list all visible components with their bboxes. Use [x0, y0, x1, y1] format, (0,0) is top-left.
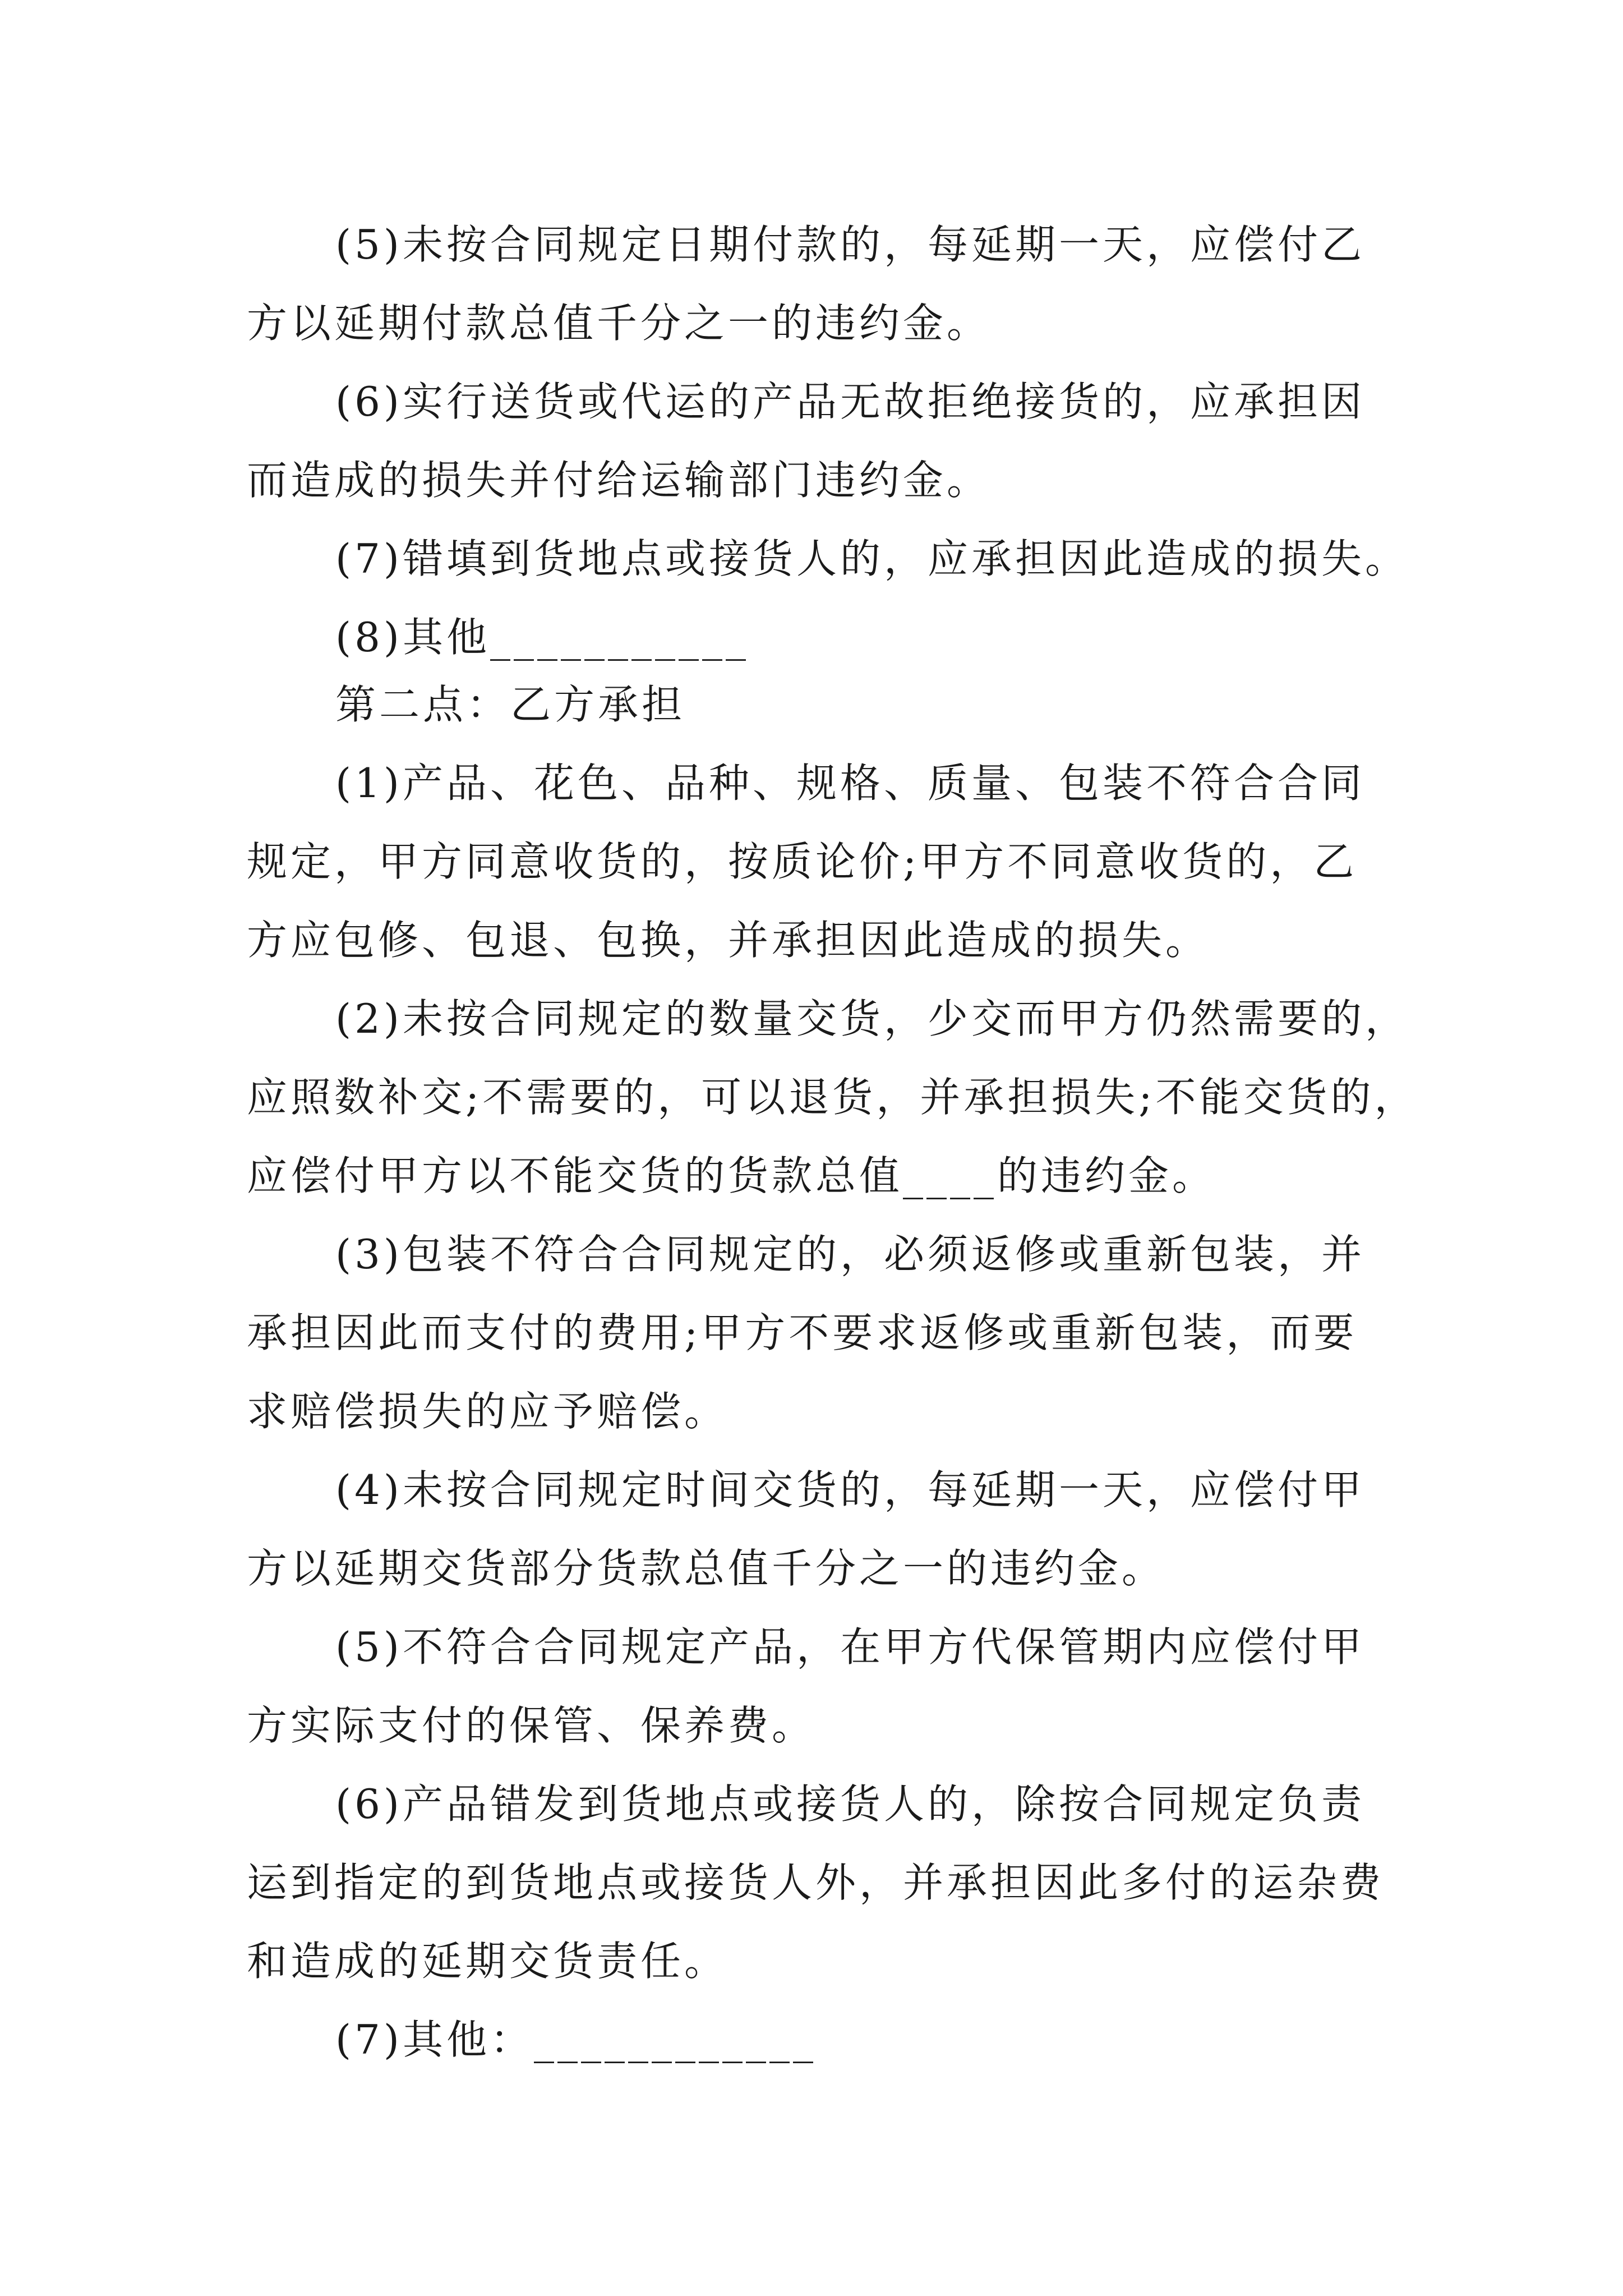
text-line: 运到指定的到货地点或接货人外，并承担因此多付的运杂费 — [247, 1859, 1385, 1906]
text-line: 方应包修、包退、包换，并承担因此造成的损失。 — [247, 917, 1210, 964]
text-line: (2)未按合同规定的数量交货，少交而甲方仍然需要的， — [335, 995, 1409, 1042]
text-line: 方以延期付款总值千分之一的违约金。 — [247, 300, 991, 347]
text-line: 方以延期交货部分货款总值千分之一的违约金。 — [247, 1545, 1166, 1592]
text-line: 和造成的延期交货责任。 — [247, 1938, 728, 1985]
text-line: (7)错填到货地点或接货人的，应承担因此造成的损失。 — [335, 535, 1409, 582]
text-line: 求赔偿损失的应予赔偿。 — [247, 1388, 728, 1435]
text-line: 规定，甲方同意收货的，按质论价;甲方不同意收货的，乙 — [247, 838, 1358, 885]
text-line: (4)未按合同规定时间交货的，每延期一天，应偿付甲 — [335, 1466, 1365, 1513]
text-line: (1)产品、花色、品种、规格、质量、包装不符合合同 — [335, 760, 1365, 807]
text-line: (6)产品错发到货地点或接货人的，除按合同规定负责 — [335, 1780, 1365, 1828]
text-line: (5)不符合合同规定产品，在甲方代保管期内应偿付甲 — [335, 1623, 1365, 1671]
text-line: 承担因此而支付的费用;甲方不要求返修或重新包装，而要 — [247, 1309, 1358, 1356]
text-line: (8)其他___________ — [335, 614, 749, 661]
text-line: (5)未按合同规定日期付款的，每延期一天，应偿付乙 — [335, 221, 1365, 268]
text-line: 方实际支付的保管、保养费。 — [247, 1702, 816, 1749]
text-line: 应偿付甲方以不能交货的货款总值____的违约金。 — [247, 1152, 1216, 1199]
text-line: (7)其他：____________ — [335, 2016, 817, 2063]
text-line: (3)包装不符合合同规定的，必须返修或重新包装，并 — [335, 1231, 1365, 1278]
text-line: 而造成的损失并付给运输部门违约金。 — [247, 457, 991, 504]
text-line: (6)实行送货或代运的产品无故拒绝接货的，应承担因 — [335, 378, 1365, 425]
text-line: 应照数补交;不需要的，可以退货，并承担损失;不能交货的， — [247, 1074, 1418, 1121]
section-heading: 第二点：乙方承担 — [335, 681, 686, 728]
